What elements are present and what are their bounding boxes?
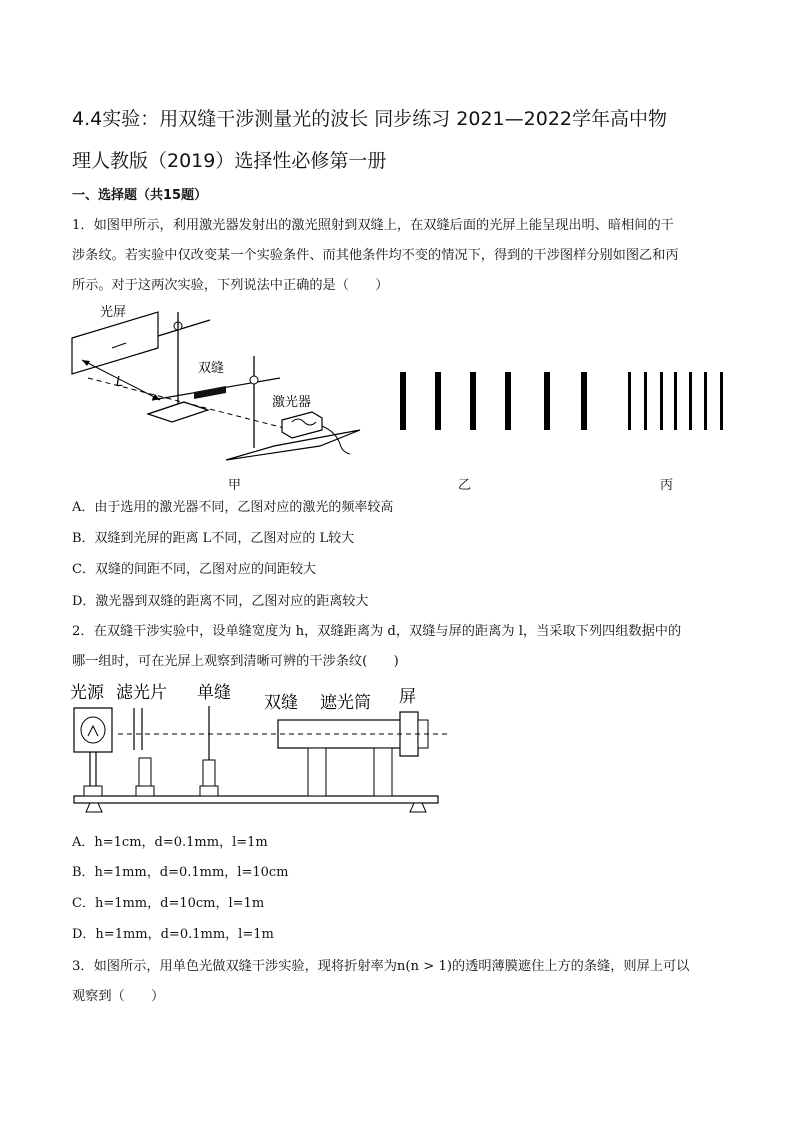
section-heading: 一、选择题（共15题） — [72, 188, 208, 203]
q1-option-c[interactable]: C．双缝的间距不同，乙图对应的间距较大 — [72, 562, 316, 577]
fringe-bar — [400, 372, 406, 430]
fringe-bar — [581, 372, 587, 430]
fringe-bar — [628, 372, 631, 430]
q3-stem-line-1: 3．如图所示，用单色光做双缝干涉实验，现将折射率为n(n > 1)的透明薄膜遮住上方的条缝，则屏上可以 — [72, 959, 690, 974]
fringe-pattern-yi — [400, 372, 590, 430]
question-2-stem — [72, 617, 720, 677]
q1-option-b[interactable]: B．双缝到光屏的距离 L不同，乙图对应的 L较大 — [72, 531, 355, 546]
fringe-bar — [544, 372, 550, 430]
q1-stem-line-2: 涉条纹。若实验中仅改变某一个实验条件、而其他条件均不变的情况下，得到的干涉图样分别如图乙和丙 — [72, 248, 679, 263]
caption-bing: 丙 — [660, 478, 674, 493]
fringe-bar — [644, 372, 647, 430]
q1-stem-line-1: 1．如图甲所示，利用激光器发射出的激光照射到双缝上，在双缝后面的光屏上能呈现出明、暗相间的干 — [72, 218, 674, 233]
fringe-bar — [470, 372, 476, 430]
fringe-bar — [660, 372, 663, 430]
single-slit-label: 单缝 — [197, 683, 231, 703]
laser-label: 激光器 — [272, 395, 312, 410]
fringe-bar — [720, 372, 723, 430]
q1-figure-apparatus — [60, 300, 370, 470]
q1-option-a[interactable]: A．由于选用的激光器不同，乙图对应的激光的频率较高 — [72, 500, 394, 515]
caption-yi: 乙 — [458, 478, 472, 493]
fringe-pattern-bing — [628, 372, 728, 430]
fringe-bar — [689, 372, 692, 430]
q2-option-b[interactable]: B．h=1mm，d=0.1mm，l=10cm — [72, 865, 289, 880]
caption-jia: 甲 — [228, 478, 242, 493]
question-1-stem — [72, 211, 720, 301]
q2-option-a[interactable]: A．h=1cm，d=0.1mm，l=1m — [72, 835, 268, 850]
double-slit-label-2: 双缝 — [264, 693, 298, 713]
q2-option-d[interactable]: D．h=1mm，d=0.1mm，l=1m — [72, 927, 274, 942]
fringe-bar — [505, 372, 511, 430]
fringe-bar — [435, 372, 441, 430]
light-source-label: 光源 — [70, 683, 104, 703]
screen-label: 光屏 — [100, 305, 127, 320]
fringe-bar — [674, 372, 677, 430]
filter-label: 滤光片 — [116, 683, 167, 703]
q1-option-d[interactable]: D．激光器到双缝的距离不同，乙图对应的距离较大 — [72, 594, 369, 609]
screen-label-2: 屏 — [399, 687, 416, 707]
title-line-2: 理人教版（2019）选择性必修第一册 — [72, 150, 387, 172]
q2-figure-bench — [66, 680, 456, 820]
title-line-1: 4.4实验：用双缝干涉测量光的波长 同步练习 2021—2022学年高中物 — [72, 108, 668, 130]
double-slit-label: 双缝 — [198, 361, 225, 376]
q3-stem-line-2: 观察到（ ） — [72, 989, 165, 1004]
document-title — [72, 98, 732, 182]
tube-label: 遮光筒 — [320, 693, 371, 713]
L-label: L — [116, 375, 124, 390]
q2-option-c[interactable]: C．h=1mm，d=10cm，l=1m — [72, 896, 265, 911]
q2-stem-line-2: 哪一组时，可在光屏上观察到清晰可辨的干涉条纹( ) — [72, 654, 399, 669]
q1-stem-line-3: 所示。对于这两次实验，下列说法中正确的是（ ） — [72, 278, 389, 293]
q2-stem-line-1: 2．在双缝干涉实验中，设单缝宽度为 h，双缝距离为 d，双缝与屏的距离为 l，当采取下列四组数据中的 — [72, 624, 682, 639]
fringe-bar — [704, 372, 707, 430]
question-3-stem — [72, 952, 720, 1012]
